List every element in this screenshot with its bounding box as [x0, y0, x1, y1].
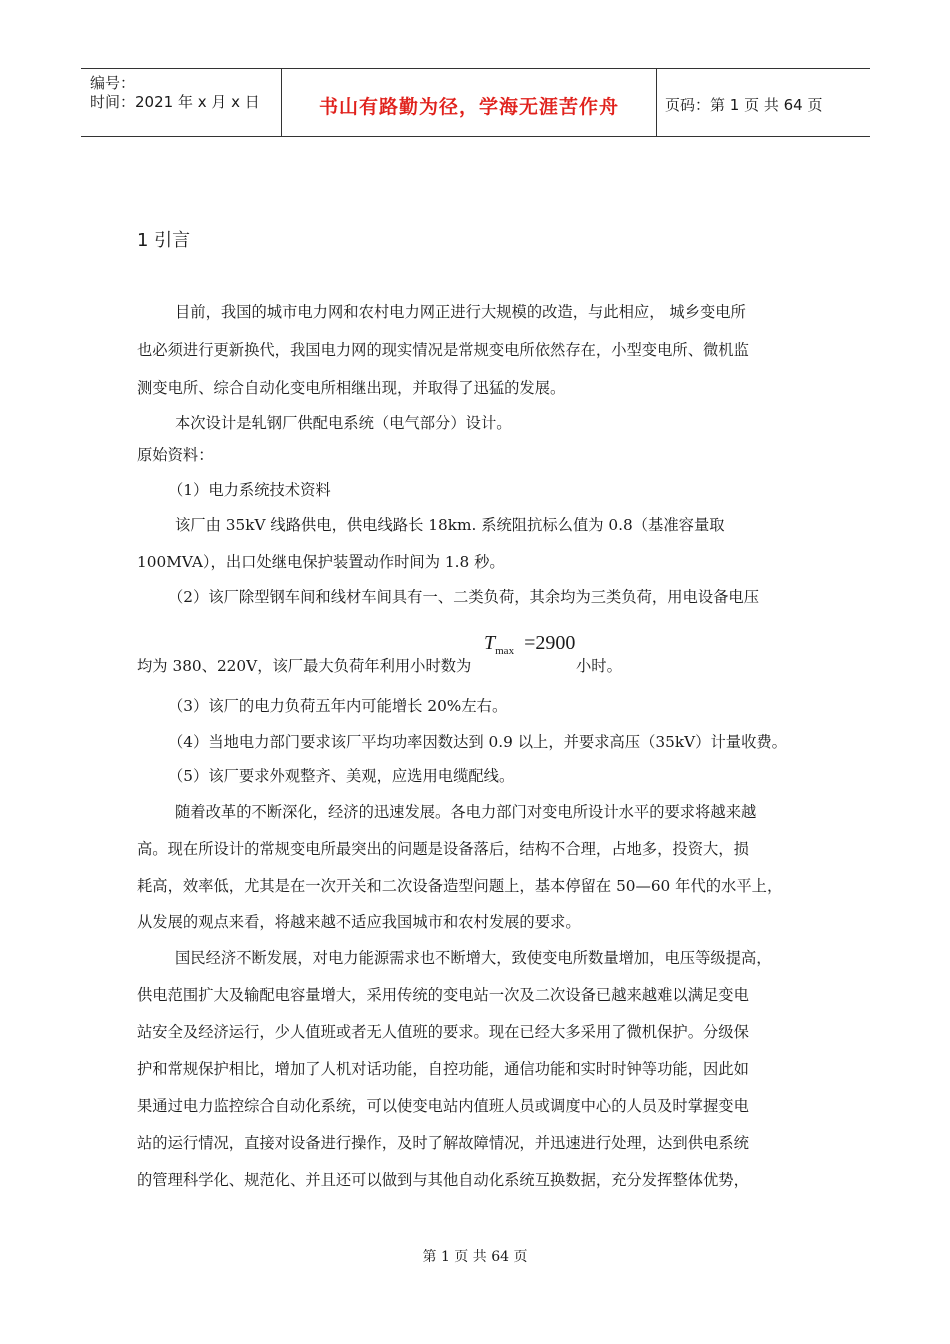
body-line: （1）电力系统技术资料 — [168, 481, 331, 499]
formula-value: =2900 — [524, 632, 576, 654]
body-line: 100MVA），出口处继电保护装置动作时间为 1.8 秒。 — [137, 553, 505, 571]
body-line: 高。现在所设计的常规变电所最突出的问题是设备落后，结构不合理，占地多，投资大，损 — [137, 840, 749, 858]
body-line: 国民经济不断发展，对电力能源需求也不断增大，致使变电所数量增加，电压等级提高， — [175, 949, 772, 967]
body-line: 从发展的观点来看，将越来越不适应我国城市和农村发展的要求。 — [137, 913, 581, 931]
formula-tmax — [484, 632, 575, 657]
body-line: 的管理科学化、规范化、并且还可以做到与其他自动化系统互换数据，充分发挥整体优势， — [137, 1171, 749, 1189]
body-line: 护和常规保护相比，增加了人机对话功能，自控功能，通信功能和实时时钟等功能，因此如 — [137, 1060, 749, 1078]
body-line: 目前，我国的城市电力网和农村电力网正进行大规模的改造，与此相应， 城乡变电所 — [175, 303, 746, 321]
body-line: 站的运行情况，直接对设备进行操作，及时了解故障情况，并迅速进行处理，达到供电系统 — [137, 1134, 749, 1152]
formula-subscript: max — [495, 645, 515, 657]
body-line: 耗高，效率低，尤其是在一次开关和二次设备造型问题上，基本停留在 50—60 年代的水平上， — [137, 877, 783, 895]
page-header — [81, 68, 870, 137]
body-line: 该厂由 35kV 线路供电，供电线路长 18km. 系统阻抗标么值为 0.8（基准容量取 — [175, 516, 725, 534]
body-line: 站安全及经济运行，少人值班或者无人值班的要求。现在已经大多采用了微机保护。分级保 — [137, 1023, 749, 1041]
number-label: 编号： — [90, 74, 136, 92]
date-label: 时间：2021 年 x 月 x 日 — [90, 93, 260, 111]
motto: 书山有路勤为径，学海无涯苦作舟 — [318, 96, 619, 118]
body-line: （2）该厂除型钢车间和线材车间具有一、二类负荷，其余均为三类负荷，用电设备电压 — [168, 588, 760, 606]
body-line: （3）该厂的电力负荷五年内可能增长 20%左右。 — [168, 697, 508, 715]
body-line: 也必须进行更新换代，我国电力网的现实情况是常规变电所依然存在，小型变电所、微机监 — [137, 341, 749, 359]
body-line: （5）该厂要求外观整齐、美观，应选用电缆配线。 — [168, 767, 515, 785]
body-line: 均为 380、220V，该厂最大负荷年利用小时数为 — [137, 657, 472, 675]
page-label: 页码：第 1 页 共 64 页 — [665, 96, 823, 114]
formula-symbol: T — [484, 632, 496, 654]
body-line: 本次设计是轧钢厂供配电系统（电气部分）设计。 — [175, 414, 512, 432]
header-motto-cell — [281, 69, 657, 136]
header-page-cell — [656, 69, 870, 136]
body-line: （4）当地电力部门要求该厂平均功率因数达到 0.9 以上，并要求高压（35kV）计量收费。 — [168, 733, 787, 751]
section-title: 1 引言 — [137, 230, 191, 251]
body-line: 供电范围扩大及输配电容量增大，采用传统的变电站一次及二次设备已越来越难以满足变电 — [137, 986, 749, 1004]
header-meta — [81, 69, 281, 136]
body-line: 测变电所、综合自动化变电所相继出现，并取得了迅猛的发展。 — [137, 379, 566, 397]
body-line: 随着改革的不断深化，经济的迅速发展。各电力部门对变电所设计水平的要求将越来越 — [175, 803, 757, 821]
page-footer: 第 1 页 共 64 页 — [422, 1249, 528, 1265]
body-line: 小时。 — [576, 657, 622, 675]
body-line: 果通过电力监控综合自动化系统，可以使变电站内值班人员或调度中心的人员及时掌握变电 — [137, 1097, 749, 1115]
body-line: 原始资料： — [137, 446, 214, 464]
